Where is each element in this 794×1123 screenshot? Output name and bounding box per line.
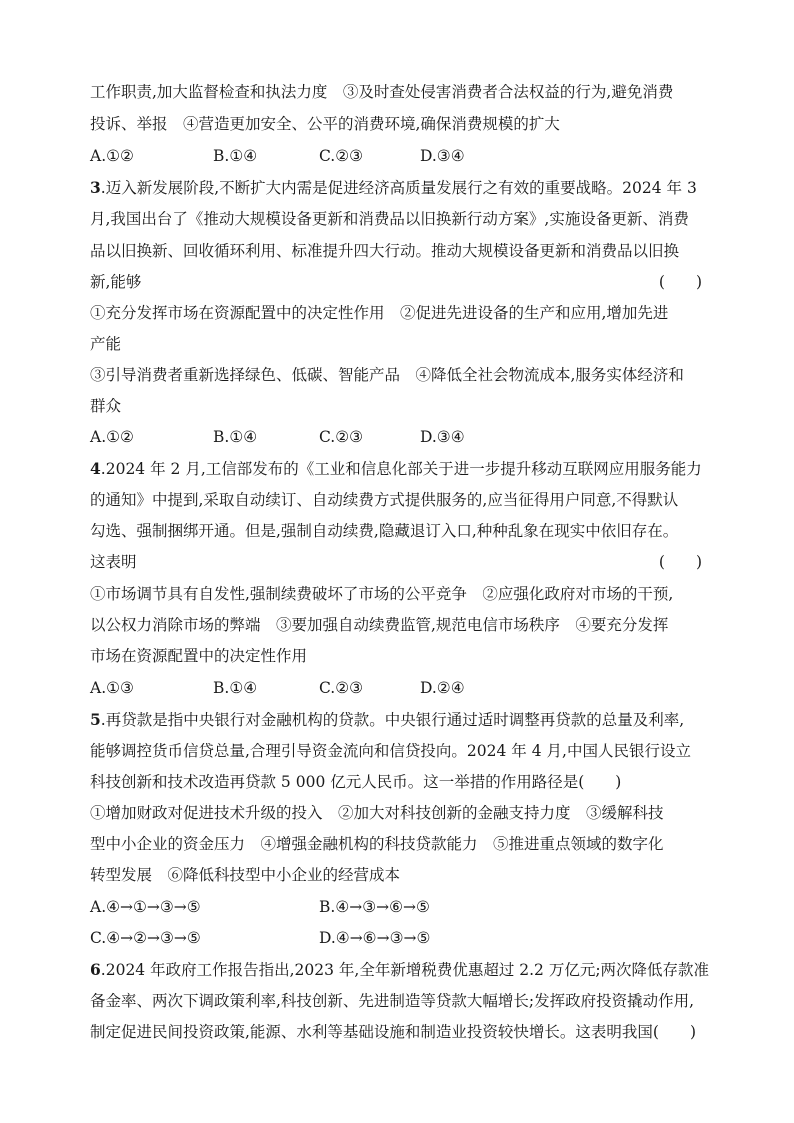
q3-stem-line-2: 月,我国出台了《推动大规模设备更新和消费品以旧换新行动方案》,实施设备更新、消费 [90, 210, 689, 228]
q4-stem-line-3: 勾选、强制捆绑开通。但是,强制自动续费,隐藏退订入口,种种乱象在现实中依旧存在。 [90, 522, 679, 540]
q3-stem-line-1 [90, 178, 710, 198]
q4-stem-text-4: 这表明 [90, 553, 137, 571]
q4-number: 4 [90, 459, 101, 478]
q5-stem-line-3: 科技创新和技术改造再贷款 5 000 亿元人民币。这一举措的作用路径是( ) [90, 773, 622, 791]
q3-statement-line-3: ③引导消费者重新选择绿色、低碳、智能产品 ④降低全社会物流成本,服务实体经济和 [90, 366, 684, 384]
q4-statement-line-2: 以公权力消除市场的弊端 ③要加强自动续费监管,规范电信市场秩序 ④要充分发挥 [90, 616, 669, 634]
q4-option-b[interactable]: B.①④ [213, 679, 258, 697]
q3-statement-line-2: 产能 [90, 335, 122, 353]
q5-statement-line-3: 转型发展 ⑥降低科技型中小企业的经营成本 [90, 866, 401, 884]
q4-statement-line-1: ①市场调节具有自发性,强制续费破坏了市场的公平竞争 ②应强化政府对市场的干预, [90, 585, 674, 603]
q6-stem-line-3: 制定促进民间投资政策,能源、水利等基础设施和制造业投资较快增长。这表明我国( ) [90, 1023, 697, 1041]
q3-option-d[interactable]: D.③④ [420, 428, 465, 446]
q5-option-b[interactable]: B.④→③→⑥→⑤ [319, 898, 430, 916]
q2-option-b[interactable]: B.①④ [213, 147, 258, 165]
q4-stem-line-4 [90, 552, 710, 572]
q6-stem-line-2: 备金率、两次下调政策利率,科技创新、先进制造等贷款大幅增长;发挥政府投资撬动作用, [90, 992, 695, 1010]
q3-statement-line-1: ①充分发挥市场在资源配置中的决定性作用 ②促进先进设备的生产和应用,增加先进 [90, 304, 669, 322]
q2-continuation-line-2: 投诉、举报 ④营造更加安全、公平的消费环境,确保消费规模的扩大 [90, 115, 560, 133]
q3-stem-text-4: 新,能够 [90, 273, 142, 291]
q5-stem-text-1: .再贷款是指中央银行对金融机构的贷款。中央银行通过适时调整再贷款的总量及利率, [100, 711, 685, 729]
q3-option-b[interactable]: B.①④ [213, 428, 258, 446]
q5-option-a[interactable]: A.④→①→③→⑤ [90, 898, 201, 916]
q5-option-c[interactable]: C.④→②→③→⑤ [90, 929, 201, 947]
q5-stem-line-2: 能够调控货币信贷总量,合理引导资金流向和信贷投向。2024 年 4 月,中国人民银行设立 [90, 742, 691, 760]
q4-option-d[interactable]: D.②④ [420, 679, 465, 697]
q4-statement-line-3: 市场在资源配置中的决定性作用 [90, 647, 308, 665]
q2-continuation-line-1: 工作职责,加大监督检查和执法力度 ③及时查处侵害消费者合法权益的行为,避免消费 [90, 83, 674, 101]
q2-option-c[interactable]: C.②③ [319, 147, 364, 165]
q3-number: 3 [90, 178, 101, 197]
q4-option-a[interactable]: A.①③ [90, 679, 134, 697]
q2-option-d[interactable]: D.③④ [420, 147, 465, 165]
q5-statement-line-1: ①增加财政对促进技术升级的投入 ②加大对科技创新的金融支持力度 ③缓解科技 [90, 804, 664, 822]
q3-stem-line-4 [90, 272, 710, 292]
q2-option-a[interactable]: A.①② [90, 147, 134, 165]
q3-answer-blank: ( ) [658, 273, 702, 291]
q5-option-d[interactable]: D.④→⑥→③→⑤ [319, 929, 431, 947]
q6-stem-text-1: .2024 年政府工作报告指出,2023 年,全年新增税费优惠超过 2.2 万亿元;两次降低存款准 [100, 961, 710, 979]
q4-option-c[interactable]: C.②③ [319, 679, 364, 697]
q5-number: 5 [90, 710, 101, 729]
q4-stem-line-1 [90, 459, 710, 479]
q3-option-a[interactable]: A.①② [90, 428, 134, 446]
q6-stem-line-1 [90, 960, 710, 980]
q3-stem-text-1: .迈入新发展阶段,不断扩大内需是促进经济高质量发展行之有效的重要战略。2024 年 3 [100, 179, 697, 197]
q3-option-c[interactable]: C.②③ [319, 428, 364, 446]
q3-statement-line-4: 群众 [90, 397, 122, 415]
q6-number: 6 [90, 960, 101, 979]
q3-stem-line-3: 品以旧换新、回收循环利用、标准提升四大行动。推动大规模设备更新和消费品以旧换 [90, 242, 680, 260]
q5-statement-line-2: 型中小企业的资金压力 ④增强金融机构的科技贷款能力 ⑤推进重点领域的数字化 [90, 835, 664, 853]
q4-stem-text-1: .2024 年 2 月,工信部发布的《工业和信息化部关于进一步提升移动互联网应用服务能力 [100, 460, 702, 478]
q4-stem-line-2: 的通知》中提到,采取自动续订、自动续费方式提供服务的,应当征得用户同意,不得默认 [90, 491, 679, 509]
q4-answer-blank: ( ) [658, 553, 702, 571]
q5-stem-line-1 [90, 710, 710, 730]
